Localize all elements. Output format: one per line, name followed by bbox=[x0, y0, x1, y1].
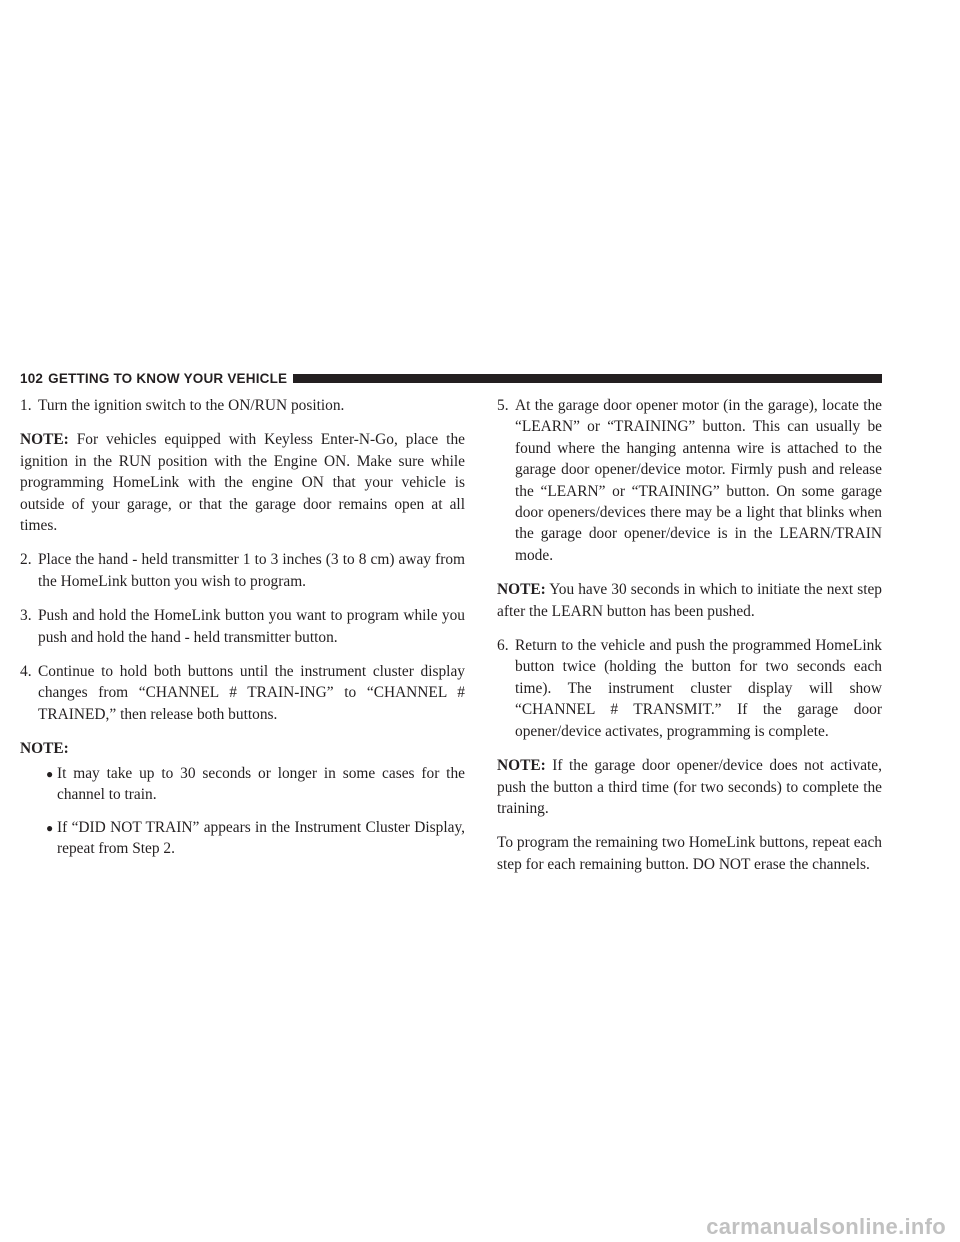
note-label: NOTE: bbox=[20, 740, 69, 758]
step-text: Push and hold the HomeLink button you want to program while you push and hold the hand - held transmitter button. bbox=[38, 607, 465, 646]
page-header bbox=[20, 370, 882, 386]
bullet-text: It may take up to 30 seconds or longer in some cases for the channel to train. bbox=[57, 764, 465, 804]
step-number: 6. bbox=[497, 637, 509, 655]
header-rule bbox=[293, 374, 882, 383]
step-3 bbox=[20, 605, 465, 648]
step-text: At the garage door opener motor (in the garage), locate the “LEARN” or “TRAINING” button. This can usually be found where the hanging antenna wire is attached to the garage door opener/device motor. Firmly push and release the “LEARN” or “TRAINING” button. On some garage door openers/devices there may be a light that blinks when the garage door opener/device is in the LEARN/TRAIN mode. bbox=[515, 397, 882, 564]
left-column bbox=[20, 395, 465, 870]
step-number: 5. bbox=[497, 397, 509, 414]
step-text: Continue to hold both buttons until the instrument cluster display changes from “CHANNEL # TRAIN-ING” to “CHANNEL # TRAINED,” then release both buttons. bbox=[38, 663, 465, 723]
step-text: Place the hand - held transmitter 1 to 3 inches (3 to 8 cm) away from the HomeLink button you wish to program. bbox=[38, 551, 465, 590]
note-label: NOTE: bbox=[20, 431, 69, 449]
note-bullet bbox=[46, 817, 465, 860]
note-label: NOTE: bbox=[497, 757, 546, 775]
note-bullet bbox=[46, 763, 465, 806]
step-number: 3. bbox=[20, 607, 32, 625]
step-number: 4. bbox=[20, 663, 32, 681]
step-1 bbox=[20, 395, 465, 416]
note-text: If the garage door opener/device does not activate, push the button a third time (for two seconds) to complete the training. bbox=[497, 757, 882, 817]
page-number: 102 bbox=[20, 370, 44, 386]
note-text: For vehicles equipped with Keyless Enter-N-Go, place the ignition in the RUN position with the Engine ON. Make sure while programming HomeLink with the engine ON that your vehicle is outside of your garage, or that the garage door remains open at all times. bbox=[20, 431, 465, 535]
step-6 bbox=[497, 635, 882, 742]
step-number: 2. bbox=[20, 551, 32, 569]
step-number: 1. bbox=[20, 397, 32, 414]
step-text: Turn the ignition switch to the ON/RUN position. bbox=[38, 397, 345, 414]
step-4 bbox=[20, 661, 465, 725]
bullet-text: If “DID NOT TRAIN” appears in the Instrument Cluster Display, repeat from Step 2. bbox=[57, 818, 465, 857]
section-title: GETTING TO KNOW YOUR VEHICLE bbox=[48, 370, 288, 386]
step-text: Return to the vehicle and push the programmed HomeLink button twice (holding the button for two seconds each time). The instrument cluster display will show “CHANNEL # TRANSMIT.” If the garage door opener/device activates, programming is complete. bbox=[515, 637, 882, 740]
note-paragraph bbox=[497, 579, 882, 622]
note-paragraph bbox=[20, 429, 465, 536]
watermark: carmanualsonline.info bbox=[706, 1214, 946, 1239]
closing-paragraph: To program the remaining two HomeLink buttons, repeat each step for each remaining button. DO NOT erase the channels. bbox=[497, 834, 882, 873]
note-label: NOTE: bbox=[497, 581, 546, 599]
bullet-icon: ● bbox=[46, 766, 54, 781]
step-5 bbox=[497, 395, 882, 566]
step-2 bbox=[20, 549, 465, 592]
note-paragraph bbox=[497, 755, 882, 819]
bullet-icon: ● bbox=[46, 820, 54, 835]
note-text: You have 30 seconds in which to initiate the next step after the LEARN button has been pushed. bbox=[497, 581, 883, 620]
right-column bbox=[497, 395, 882, 888]
